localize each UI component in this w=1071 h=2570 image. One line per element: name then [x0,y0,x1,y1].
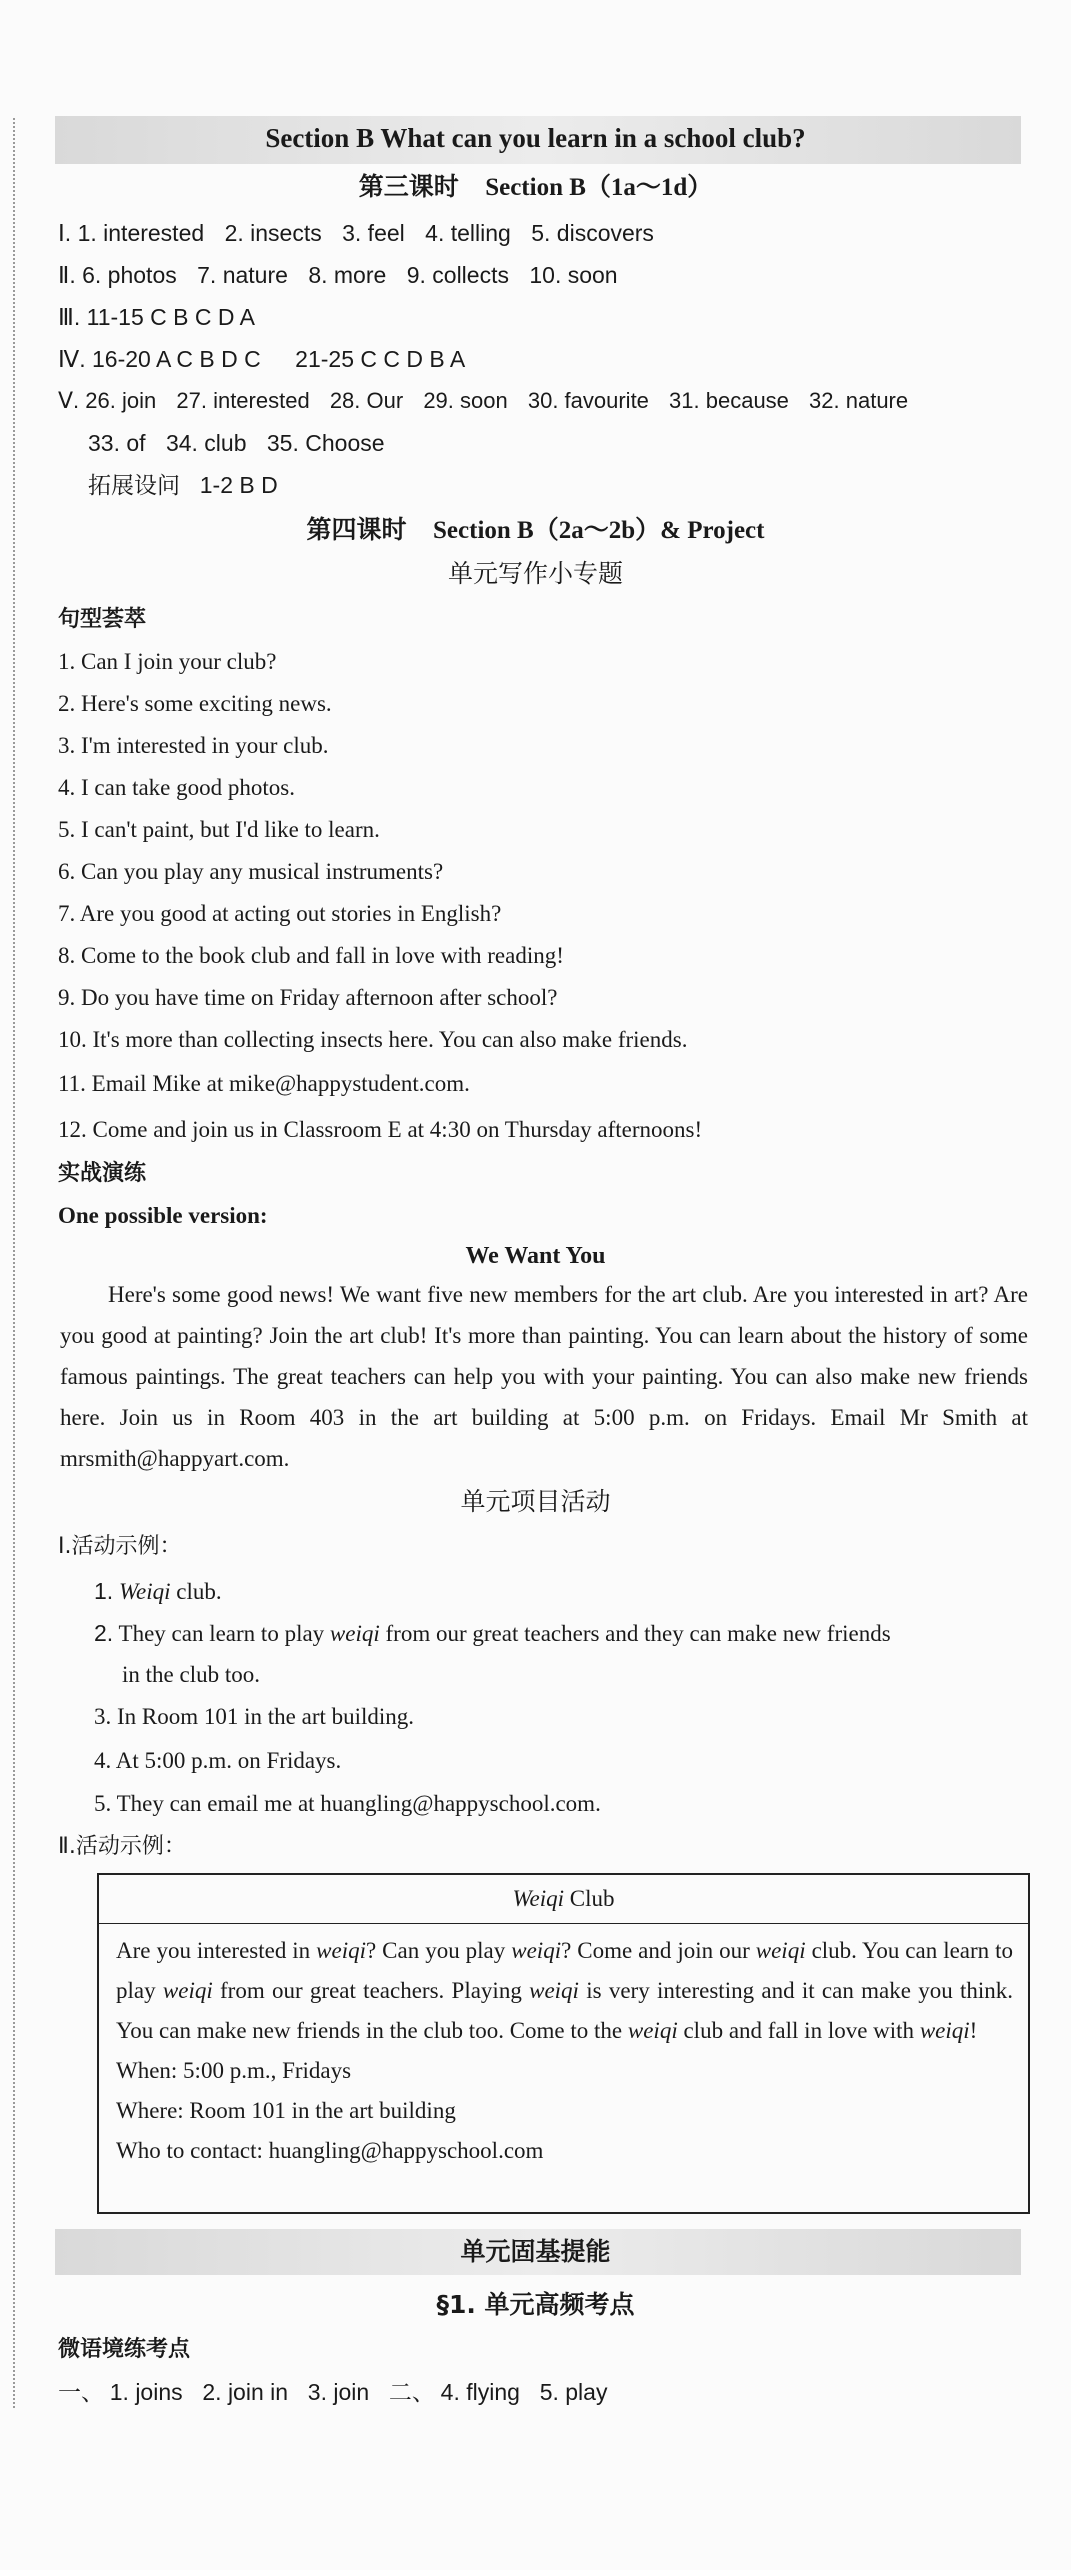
lesson3-heading [0,172,1071,203]
answer-row-1 [58,218,654,248]
project-answer-5: 5. They can email me at huangling@happyschool.com. [94,1791,601,1816]
answer-item: 33. of [88,430,146,456]
answer-item: 11-15 C B C D A [86,304,255,330]
answer-item: 35. Choose [266,430,385,456]
weiqi-word: weiqi [316,1938,366,1963]
lesson4-heading [0,515,1071,546]
project-title: 单元项目活动 [460,1487,611,1516]
answer-item: 4. telling [425,220,511,246]
row-label: Ⅱ. [58,262,76,288]
poster-text: ? Come and join our [561,1938,756,1963]
project-answer-2-cont: in the club too. [122,1662,260,1687]
sentence-item: 5. I can't paint, but I'd like to learn. [58,817,380,842]
answer-number: 1. [94,1578,114,1604]
answer-item: 1. joins [109,2379,183,2405]
answer-item: 21-25 C C D B A [295,346,466,372]
sentence-item: 6. Can you play any musical instruments? [58,859,444,884]
answer-item: 28. Our [329,388,404,413]
answer-item: 29. soon [423,388,508,413]
sentence-item: 4. I can take good photos. [58,775,295,800]
section-heading: §1. 单元高频考点 [436,2290,635,2319]
answer-item: 32. nature [809,388,909,413]
answer-text: from our great teachers and they can make new friends [379,1621,891,1646]
project-answer-1 [94,1576,222,1607]
answer-item: 4. flying [440,2379,520,2405]
micro-context-heading: 微语境练考点 [58,2337,191,2362]
essay-title: We Want You [465,1243,606,1269]
weiqi-word: Weiqi [118,1579,171,1604]
sentence-item: 2. Here's some exciting news. [58,691,332,716]
answer-text: They can learn to play [118,1621,330,1646]
answer-item: 3. join [307,2379,370,2405]
weiqi-word: weiqi [162,1978,213,2003]
poster-text: ! [969,2018,978,2043]
sentence-item: 9. Do you have time on Friday afternoon after school? [58,985,558,1010]
lesson4-heading-en: Section B（2a～2b）& Project [433,517,765,544]
answer-item: 5. discovers [531,220,654,246]
answer-item: 3. feel [342,220,405,246]
possible-version-label: One possible version: [58,1203,268,1228]
answer-item: 2. insects [224,220,322,246]
answer-item: 10. soon [529,262,618,288]
page-title: Section B What can you learn in a school club? [265,123,806,153]
weiqi-club-poster [97,1873,1030,2214]
writing-title: 单元写作小专题 [447,559,623,588]
sentence-item: 3. I'm interested in your club. [58,733,329,758]
answer-number: 2. [94,1620,114,1646]
row-label: Ⅲ. [58,304,81,330]
consolidate-answer-row [58,2377,607,2408]
extension-row [88,470,278,501]
lesson3-heading-en: Section B（1a～1d） [485,174,713,201]
sentence-patterns-heading: 句型荟萃 [58,607,147,632]
weiqi-word: weiqi [511,1938,562,1963]
sentence-item: 12. Come and join us in Classroom E at 4:30 on Thursday afternoons! [58,1117,703,1142]
project-answer-3: 3. In Room 101 in the art building. [94,1704,415,1729]
poster-text: ? Can you play [366,1938,512,1963]
weiqi-word: Weiqi [512,1886,565,1911]
sentence-item: 10. It's more than collecting insects here. You can also make friends. [58,1027,688,1052]
answer-item: 9. collects [406,262,509,288]
lesson4-heading-cn: 第四课时 [306,515,407,544]
answer-item: 27. interested [176,388,310,413]
poster-title [99,1875,1028,1924]
sentence-item: 1. Can I join your club? [58,649,277,674]
poster-where: Where: Room 101 in the art building [116,2098,456,2123]
essay-body: Here's some good news! We want five new members for the art club. Are you interested in art? Are you good at painting? Join the art club! It's more than painting. You can learn about the history of some famous paintings. The great teachers can help you with your painting. You can also make new friends here. Join us in Room 403 in the art building at 5:00 p.m. on Fridays. Email Mr Smith at mrsmith@happyart.com. [60,1282,1028,1471]
row-label: 二、 [388,2380,435,2406]
poster-text: club and fall in love with [677,2018,920,2043]
lesson3-heading-cn: 第三课时 [358,172,459,201]
answer-item: 30. favourite [527,388,649,413]
project-part2-label: Ⅱ.活动示例： [58,1834,186,1859]
answer-row-4 [58,344,465,374]
answer-item: 31. because [669,388,789,413]
project-answer-2 [94,1618,891,1649]
poster-text: club. You can learn to play [116,1938,1014,2003]
answer-row-2 [58,260,618,290]
answer-item: 16-20 A C B D C [92,346,261,372]
poster-text: from our great teachers. Playing [212,1978,530,2003]
poster-contact: Who to contact: huangling@happyschool.com [116,2138,544,2163]
answer-item: 5. play [539,2379,608,2405]
practice-heading: 实战演练 [58,1161,147,1186]
poster-when: When: 5:00 p.m., Fridays [116,2058,352,2083]
answer-item: 26. join [85,388,157,413]
poster-text: Are you interested in [116,1938,317,1963]
poster-text: is very interesting and it can make you think. You can make new friends in the club too. Come to the [116,1978,1013,2043]
sentence-item: 7. Are you good at acting out stories in English? [58,901,502,926]
project-part1-label: Ⅰ.活动示例： [58,1534,182,1559]
row-label: 一、 [58,2380,104,2406]
extension-label: 拓展设问 [88,473,180,499]
answer-row-5 [58,386,908,416]
weiqi-word: weiqi [627,2018,678,2043]
poster-body [116,1931,1013,2171]
weiqi-word: weiqi [529,1978,579,2003]
row-label: Ⅰ. [58,220,72,246]
weiqi-word: weiqi [755,1938,806,1963]
answer-row-3 [58,302,255,332]
row-label: Ⅴ. [58,388,80,413]
sentence-item: 11. Email Mike at mike@happystudent.com. [58,1071,470,1096]
weiqi-word: weiqi [919,2018,970,2043]
answer-row-6 [88,428,385,458]
answer-item: 6. photos [82,262,177,288]
answer-item: 1. interested [77,220,205,246]
poster-paragraph [116,1931,1013,2051]
answer-item: 8. more [308,262,387,288]
poster-title-text: Club [564,1886,615,1911]
project-answer-4: 4. At 5:00 p.m. on Fridays. [94,1748,342,1773]
consolidate-title: 单元固基提能 [460,2237,611,2266]
answer-item: 2. join in [202,2379,289,2405]
sentence-item: 8. Come to the book club and fall in love with reading! [58,943,564,968]
extension-answer: 1-2 B D [199,472,278,498]
answer-item: 34. club [165,430,247,456]
row-label: Ⅳ. [58,346,86,372]
answer-text: club. [170,1579,222,1604]
weiqi-word: weiqi [329,1621,380,1646]
answer-item: 7. nature [197,262,288,288]
